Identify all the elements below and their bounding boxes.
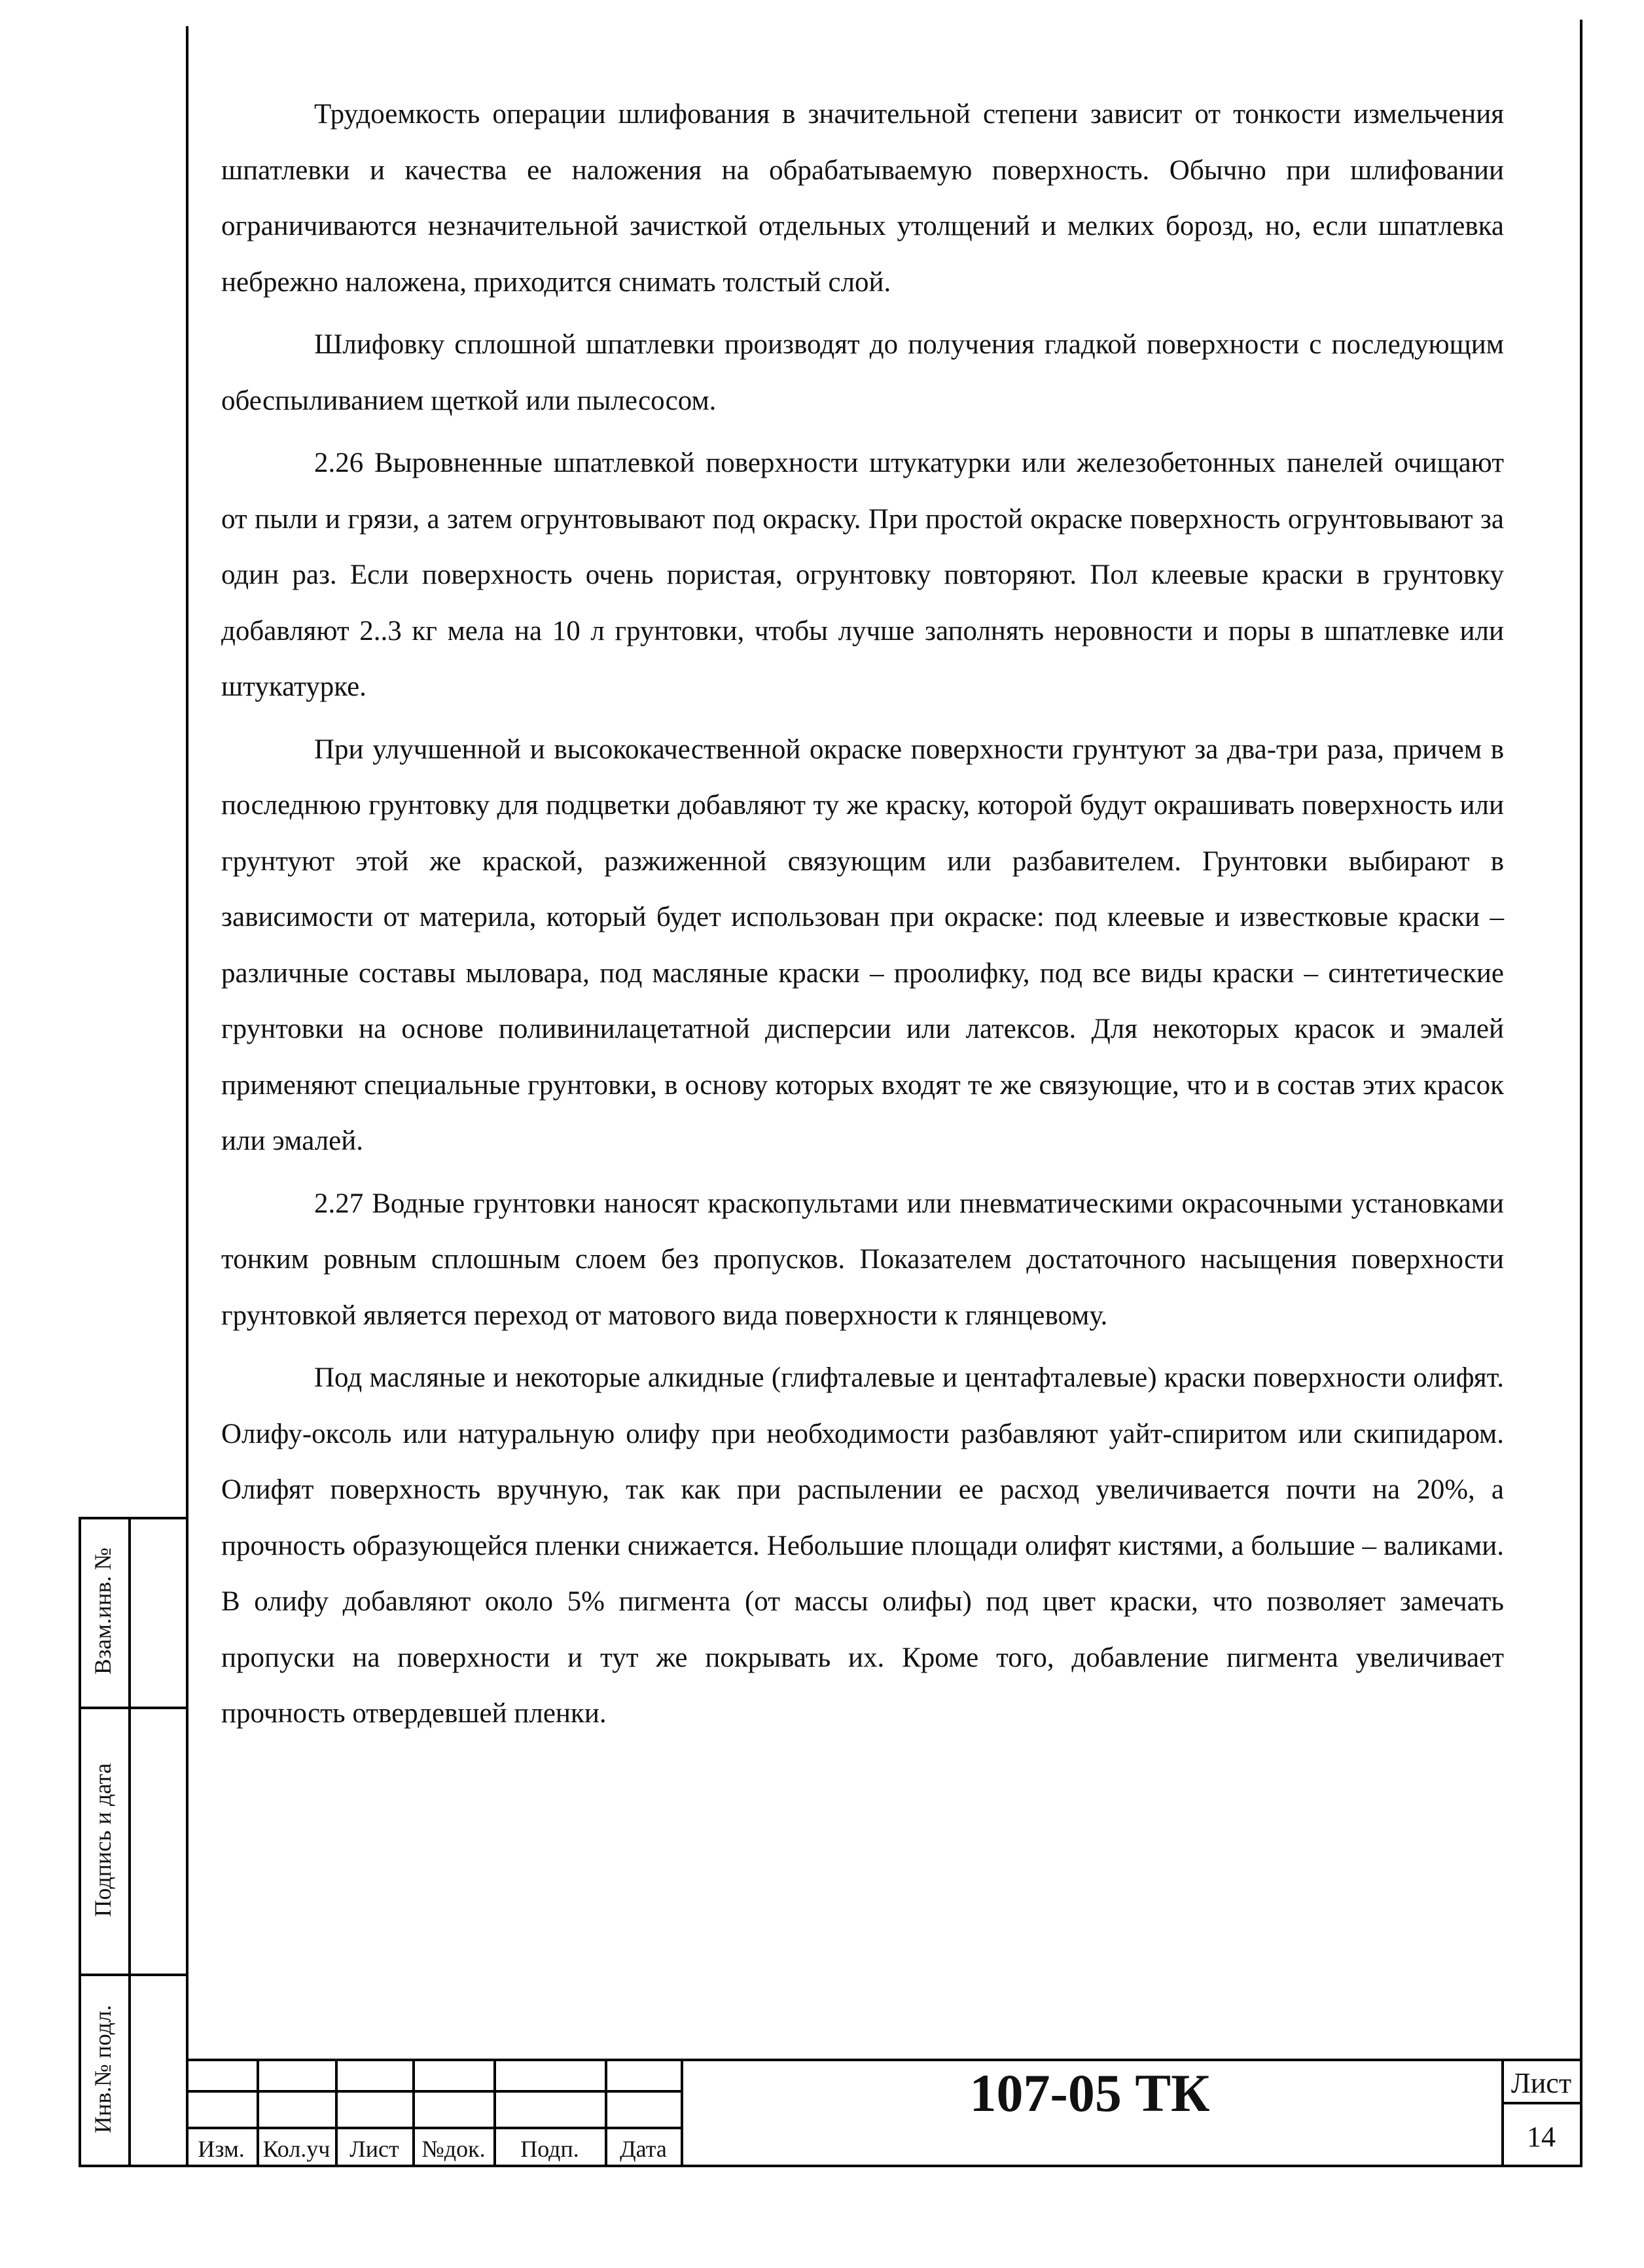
inv-podl-label: Инв.№ подл. — [90, 2004, 116, 2134]
paragraph-3: 2.26 Выровненные шпатлевкой поверхности штукатурки или железобетонных панелей очищают от пыли и грязи, а затем огрунтовывают под окраску. При простой окраске поверхность огрунтовывают за один раз. Если поверхность очень пористая, огрунтовку повторяют. Пол клеевые краски в грунтовку добавляют 2..3 кг мела на 10 л грунтовки, чтобы лучше заполнять неровности и поры в шпатлевке или штукатурке. — [221, 448, 1504, 702]
sheet-label: Лист — [1510, 2067, 1572, 2099]
frame-bottom-line — [79, 2165, 1582, 2167]
vzam-inv-label: Взам.инв. № — [90, 1548, 116, 1674]
paragraph-1: Трудоемкость операции шлифования в значительной степени зависит от тонкости измельчения шпатлевки и качества ее наложения на обрабатываемую поверхность. Обычно при шлифовании ограничиваются незначительной зачисткой отдельных утолщений и мелких борозд, но, если шпатлевка небрежно наложена, приходится снимать толстый слой. — [221, 99, 1504, 298]
side-stamp-inner-line — [128, 1518, 131, 2166]
frame-right-line — [1580, 20, 1582, 2167]
col-kolvo: Кол.уч — [262, 2136, 331, 2162]
paragraph-4: При улучшенной и высококачественной окраске поверхности грунтуют за два-три раза, причем в последнюю грунтовку для подцветки добавляют ту же краску, которой будут окрашивать поверхность или грунтуют этой же краской, разжиженной связующим или разбавителем. Грунтовки выбирают в зависимости от материла, который будет использован при окраске: под клеевые и известковые краски – различные составы мыловара, под масляные краски – проолифку, под все виды краски – синтетические грунтовки на основе поливинилацетатной дисперсии или латексов. Для некоторых красок и эмалей применяют специальные грунтовки, в основу которых входят те же связующие, что и в состав этих красок или эмалей. — [221, 734, 1504, 1156]
col-izm: Изм. — [198, 2136, 245, 2162]
sheet-cell-divider — [1503, 2102, 1582, 2104]
podpis-data-label: Подпись и дата — [90, 1763, 116, 1917]
col-data: Дата — [620, 2136, 667, 2162]
document-code: 107-05 ТК — [969, 2063, 1210, 2123]
col-list: Лист — [349, 2136, 399, 2162]
col-ndok: №док. — [421, 2136, 486, 2162]
title-block-top-line — [186, 2059, 1582, 2061]
paragraph-5: 2.27 Водные грунтовки наносят краскопультами или пневматическими окрасочными установками тонким ровным сплошным слоем без пропусков. Показателем достаточного насыщения поверхности грунтовкой является переход от матового вида поверхности к глянцевому. — [221, 1188, 1504, 1331]
paragraph-2: Шлифовку сплошной шпатлевки производят до получения гладкой поверхности с последующим обеспыливанием щеткой или пылесосом. — [221, 329, 1504, 416]
document-body — [221, 86, 1504, 1742]
frame-left-line — [186, 26, 188, 2166]
sheet-number: 14 — [1527, 2121, 1556, 2153]
paragraph-6: Под масляные и некоторые алкидные (глифталевые и центафталевые) краски поверхности олифят. Олифу-оксоль или натуральную олифу при необходимости разбавляют уайт-спиритом или скипидаром. Олифят поверхность вручную, так как при распылении ее расход увеличивается почти на 20%, а прочность образующейся пленки снижается. Небольшие площади олифят кистями, а большие – валиками. В олифу добавляют около 5% пигмента (от массы олифы) под цвет краски, что позволяет замечать пропуски на поверхности и тут же покрывать их. Кроме того, добавление пигмента увеличивает прочность отвердевшей пленки. — [221, 1362, 1504, 1729]
side-stamp-outer-line — [79, 1518, 81, 2166]
col-podp: Подп. — [520, 2136, 579, 2162]
